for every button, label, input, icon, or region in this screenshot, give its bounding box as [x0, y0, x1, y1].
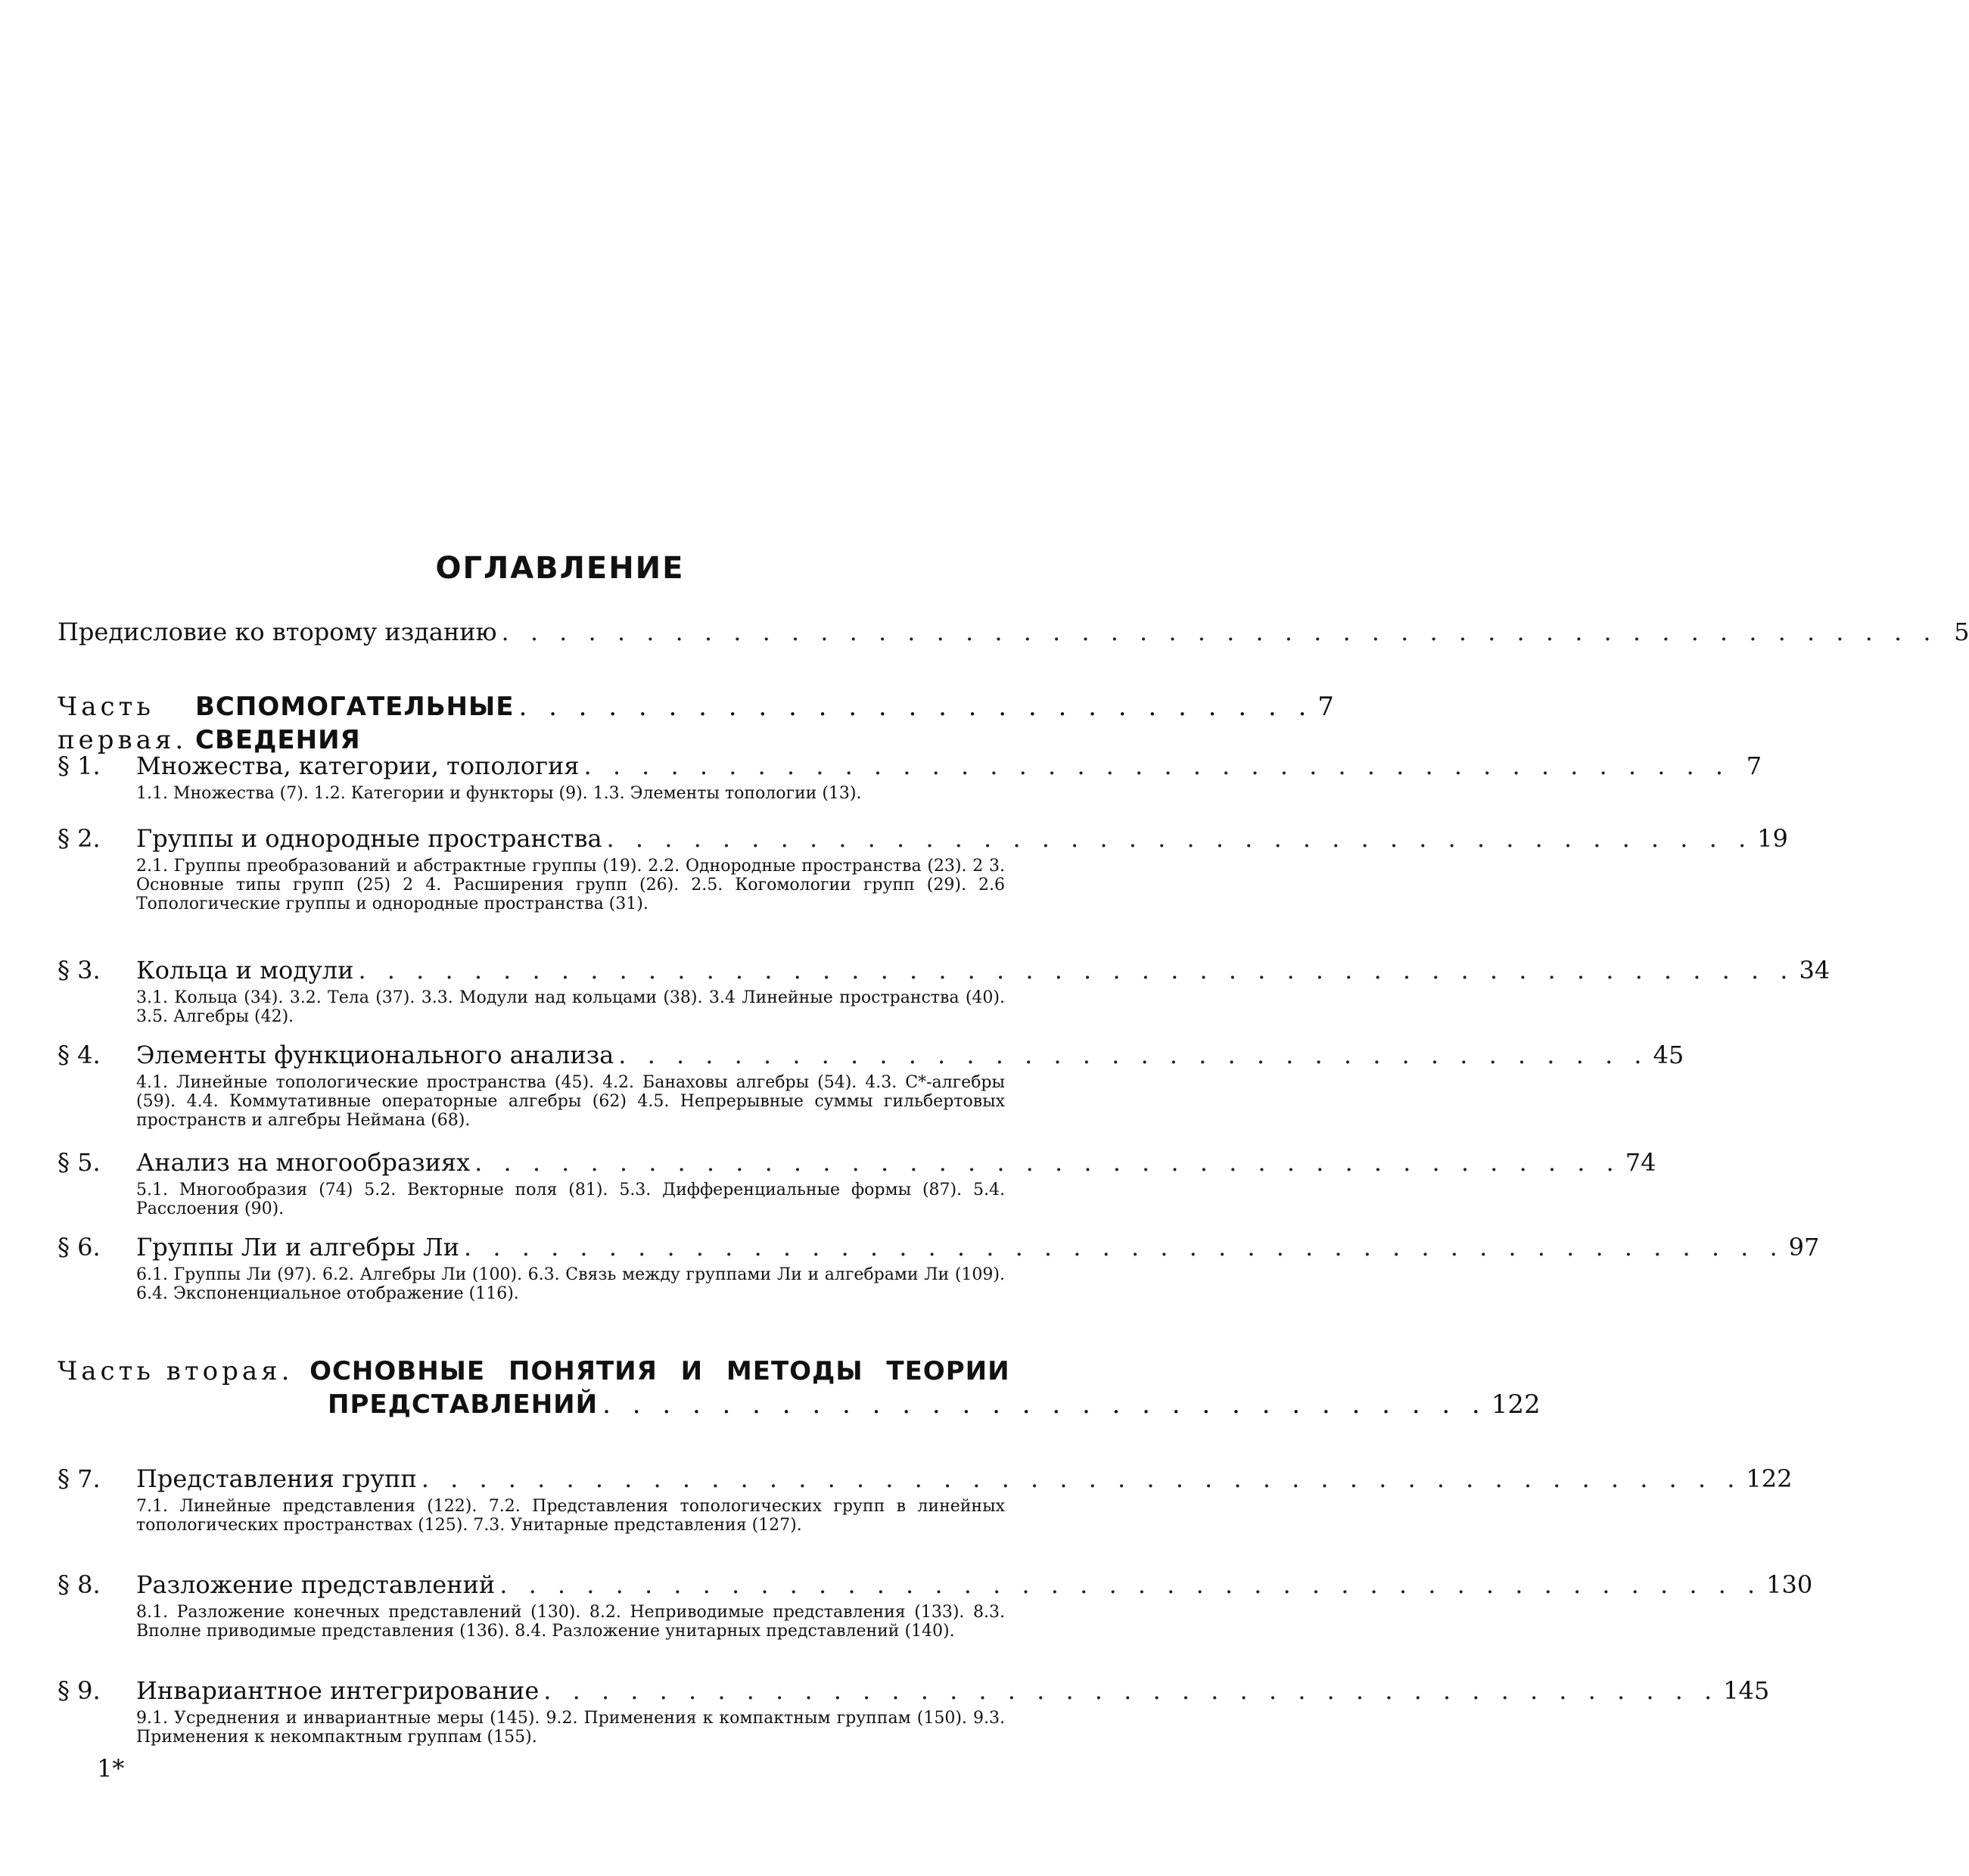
- subsection-list: 1.1. Множества (7). 1.2. Категории и функторы (9). 1.3. Элементы топологии (13).: [136, 784, 862, 803]
- toc-entry-section-1[interactable]: [58, 751, 1762, 781]
- subsection-list: 7.1. Линейные представления (122). 7.2. Представления топологических групп в линейных топологических пространствах (125). 7.3. Унитарные представления (127).: [136, 1497, 1005, 1535]
- toc-entry-section-2[interactable]: [58, 823, 1788, 854]
- leader-dots: . . . . . . . . . . . . . . . . . . . . . . . . . . . . . . . . . . . . . . . .: [474, 1148, 1621, 1177]
- toc-entry-preface[interactable]: [58, 617, 1969, 647]
- entry-title: Представления групп: [136, 1464, 417, 1493]
- toc-entry-section-4[interactable]: [58, 1040, 1684, 1070]
- section-number: § 7.: [58, 1464, 101, 1493]
- toc-entry-section-5[interactable]: [58, 1147, 1656, 1178]
- leader-dots: . . . . . . . . . . . . . . . . . . . . . . . . . . . . . . . . . . . . . . . .: [606, 824, 1753, 853]
- entry-title: Разложение представлений: [136, 1570, 496, 1599]
- entry-title: Множества, категории, топология: [136, 751, 580, 780]
- part-title: ВСПОМОГАТЕЛЬНЫЕ СВЕДЕНИЯ: [195, 692, 515, 755]
- entry-title: Предисловие ко второму изданию: [58, 618, 497, 646]
- leader-dots: . . . . . . . . . . . . . . . . . . . . . . . . . . . . . . . . . . . .: [618, 1041, 1649, 1069]
- toc-entry-section-7[interactable]: [58, 1464, 1793, 1494]
- section-number: § 2.: [58, 824, 101, 853]
- section-number: § 8.: [58, 1570, 101, 1599]
- section-number: § 6.: [58, 1233, 101, 1262]
- part-title-line2: ПРЕДСТАВЛЕНИЙ: [328, 1389, 599, 1420]
- entry-page: 130: [1766, 1570, 1813, 1599]
- leader-dots: . . . . . . . . . . . . . . . . . . . . . . . . . . . . . . . . . . . . . . . .: [583, 751, 1731, 780]
- subsection-list: 4.1. Линейные топологические пространства (45). 4.2. Банаховы алгебры (54). 4.3. C*-алгебры (59). 4.4. Коммутативные операторные алгебры (62) 4.5. Непрерывные суммы гильбертовых пространств и алгебры Неймана (68).: [136, 1073, 1005, 1130]
- page-title: ОГЛАВЛЕНИЕ: [435, 551, 685, 586]
- part-page: 122: [1491, 1389, 1541, 1420]
- entry-page: 45: [1653, 1041, 1684, 1069]
- signature-mark: 1*: [97, 1754, 125, 1783]
- entry-title: Кольца и модули: [136, 956, 354, 985]
- part-two-heading[interactable]: [58, 1355, 1541, 1421]
- subsection-list: 6.1. Группы Ли (97). 6.2. Алгебры Ли (100). 6.3. Связь между группами Ли и алгебрами Ли (109). 6.4. Экспоненциальное отображение (116).: [136, 1265, 1005, 1303]
- entry-title: Инвариантное интегрирование: [136, 1676, 540, 1705]
- entry-page: 122: [1746, 1464, 1793, 1493]
- part-title-line1: ОСНОВНЫЕ ПОНЯТИЯ И МЕТОДЫ ТЕОРИИ: [310, 1356, 1010, 1386]
- entry-page: 74: [1625, 1148, 1656, 1177]
- entry-page: 5: [1954, 618, 1969, 646]
- part-one-heading[interactable]: [58, 690, 1334, 757]
- leader-dots: . . . . . . . . . . . . . . . . . . . . . . . . . . . . . . . . . . . . . . . . . . . . . . . . . .: [501, 618, 1938, 646]
- entry-page: 34: [1799, 956, 1831, 985]
- part-prefix: Часть вторая.: [58, 1356, 294, 1386]
- entry-page: 19: [1757, 824, 1788, 853]
- entry-page: 97: [1788, 1233, 1820, 1262]
- leader-dots: . . . . . . . . . . . . . . . . . . . . . . . . . . . . . . . . . . . . . . . . .: [543, 1676, 1719, 1705]
- subsection-list: 9.1. Усреднения и инвариантные меры (145). 9.2. Применения к компактным группам (150). 9.3. Применения к некомпактным группам (155).: [136, 1709, 1005, 1747]
- section-number: § 1.: [58, 751, 101, 780]
- part-page: 7: [1317, 692, 1334, 722]
- section-number: § 4.: [58, 1041, 101, 1069]
- toc-entry-section-3[interactable]: [58, 955, 1831, 985]
- entry-title: Элементы функционального анализа: [136, 1041, 614, 1069]
- entry-title: Анализ на многообразиях: [136, 1148, 471, 1177]
- toc-entry-section-9[interactable]: [58, 1675, 1770, 1706]
- entry-title: Группы и однородные пространства: [136, 824, 602, 853]
- toc-entry-section-8[interactable]: [58, 1570, 1813, 1600]
- leader-dots: . . . . . . . . . . . . . . . . . . . . . . . . . . . . . . . . . . . . . . . . . . . . . .: [464, 1233, 1784, 1262]
- section-number: § 3.: [58, 956, 101, 985]
- leader-dots: . . . . . . . . . . . . . . . . . . . . . . . . . . . . . .: [602, 1389, 1487, 1420]
- entry-page: 7: [1746, 751, 1762, 780]
- section-number: § 9.: [58, 1676, 101, 1705]
- toc-entry-section-6[interactable]: [58, 1232, 1820, 1262]
- leader-dots: . . . . . . . . . . . . . . . . . . . . . . . . . . . . . . . . . . . . . . . . . . . . . . . . . .: [358, 956, 1795, 985]
- entry-page: 145: [1723, 1676, 1770, 1705]
- subsection-list: 8.1. Разложение конечных представлений (130). 8.2. Неприводимые представления (133). 8.3. Вполне приводимые представления (136). 8.4. Разложение унитарных представлений (140).: [136, 1603, 1005, 1641]
- leader-dots: . . . . . . . . . . . . . . . . . . . . . . . . . . .: [518, 692, 1314, 722]
- leader-dots: . . . . . . . . . . . . . . . . . . . . . . . . . . . . . . . . . . . . . . . . . . . .: [499, 1570, 1762, 1599]
- part-prefix: Часть первая.: [58, 692, 188, 755]
- subsection-list: 5.1. Многообразия (74) 5.2. Векторные поля (81). 5.3. Дифференциальные формы (87). 5.4. Расслоения (90).: [136, 1181, 1005, 1218]
- leader-dots: . . . . . . . . . . . . . . . . . . . . . . . . . . . . . . . . . . . . . . . . . . . . . .: [421, 1464, 1742, 1493]
- section-number: § 5.: [58, 1148, 101, 1177]
- entry-title: Группы Ли и алгебры Ли: [136, 1233, 460, 1262]
- subsection-list: 2.1. Группы преобразований и абстрактные группы (19). 2.2. Однородные пространства (23). 2 3. Основные типы групп (25) 2 4. Расширения групп (26). 2.5. Когомологии групп (29). 2.6 Топологические группы и однородные пространства (31).: [136, 857, 1005, 913]
- subsection-list: 3.1. Кольца (34). 3.2. Тела (37). 3.3. Модули над кольцами (38). 3.4 Линейные пространства (40). 3.5. Алгебры (42).: [136, 988, 1005, 1026]
